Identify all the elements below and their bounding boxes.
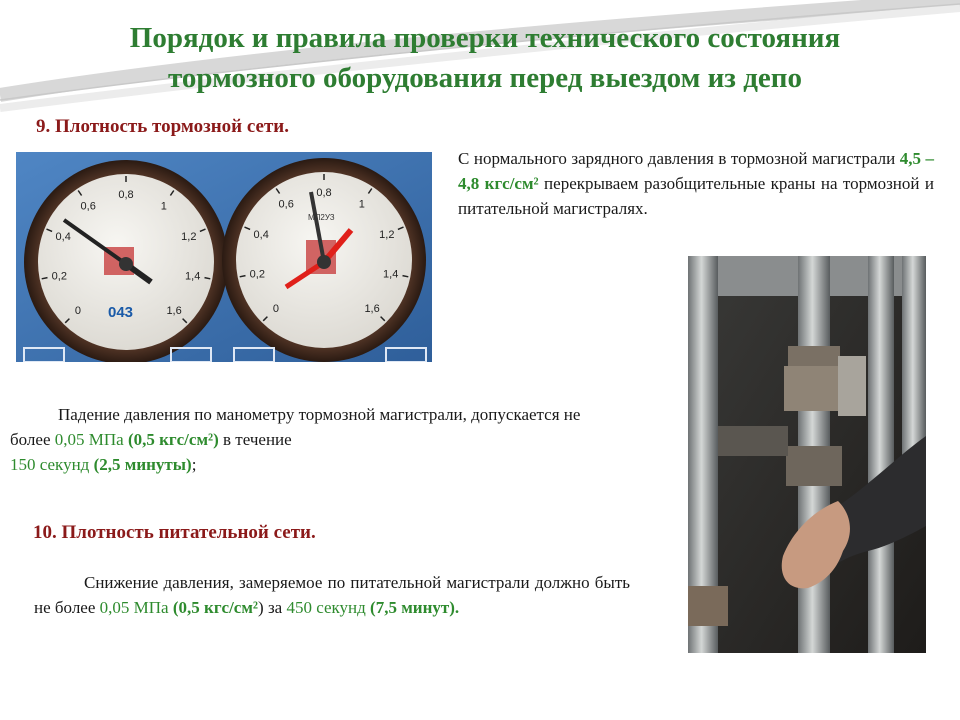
para3-kgs-close: ) [258,598,264,617]
gauge-scale-label: 1,4 [185,270,201,283]
para2-end: ; [191,455,197,474]
para1-text-b: перекрываем разобщительные краны на тормозной и питательной магистралях. [458,174,934,218]
right-gauge-model: МП2УЗ [308,213,335,222]
gauge-scale-label: 0,6 [278,198,294,211]
gauge-scale-label: 0,6 [80,200,96,213]
para1-pressure-value: 4,5 – 4,8 кгс/см² [458,149,934,193]
gauge-scale-label: 1,2 [181,231,197,243]
slide-title [20,18,950,98]
para2-minutes-value: (2,5 минуты) [93,455,192,474]
gauge-scale-label: 0,4 [55,231,71,243]
para3-text-b: за [263,598,283,617]
gauge-scale-label: 0 [272,303,279,316]
valve-hand-photo [688,256,926,653]
para2-mpa-value: 0,05 МПа [54,430,124,449]
gauge-scale-label: 1 [358,198,365,211]
gauge-scale-label: 0,2 [51,270,67,283]
para3-mpa-value: 0,05 МПа [99,598,169,617]
slide-title-line1: Порядок и правила проверки технического состояния [129,22,841,54]
gauge-scale-label: 1 [160,200,167,213]
para2-text-a: Падение давления по манометру тормозной магистрали, допускается не более [10,405,581,449]
para3-text-a: Снижение давления, замеряемое по питательной магистрали должно быть не более [34,573,630,617]
gauge-scale-label: 0,8 [316,187,332,199]
para1-text-a: С нормального зарядного давления в тормозной магистрали [458,149,900,168]
gauge-scale-label: 1,6 [166,305,182,318]
section9-heading: 9. Плотность тормозной сети. [36,116,289,137]
slide-title-line2: тормозного оборудования перед выездом из депо [168,62,802,94]
gauge-scale-label: 0,2 [249,268,265,281]
section10-para [34,570,630,620]
para3-kgs-value: (0,5 кгс/см² [172,598,259,617]
para3-minutes-value: (7,5 минут). [370,598,460,617]
gauge-scale-label: 1,2 [379,229,395,241]
para2-text-b: в течение [218,430,292,449]
para2-seconds-value: 150 секунд [10,455,90,474]
gauge-scale-label: 1,6 [364,303,380,316]
para2-kgs-value: (0,5 кгс/см²) [127,430,219,449]
gauge-scale-label: 1,4 [383,268,399,281]
para3-seconds-value: 450 секунд [286,598,366,617]
left-gauge-label: 043 [108,304,134,321]
gauge-scale-label: 0,4 [253,229,269,241]
section10-heading: 10. Плотность питательной сети. [33,522,316,543]
gauge-scale-label: 0,8 [118,189,134,201]
gauge-scale-label: 0 [74,305,81,318]
section9-para2 [10,402,600,477]
pressure-gauges-photo [16,152,432,362]
section9-para1 [458,146,934,221]
